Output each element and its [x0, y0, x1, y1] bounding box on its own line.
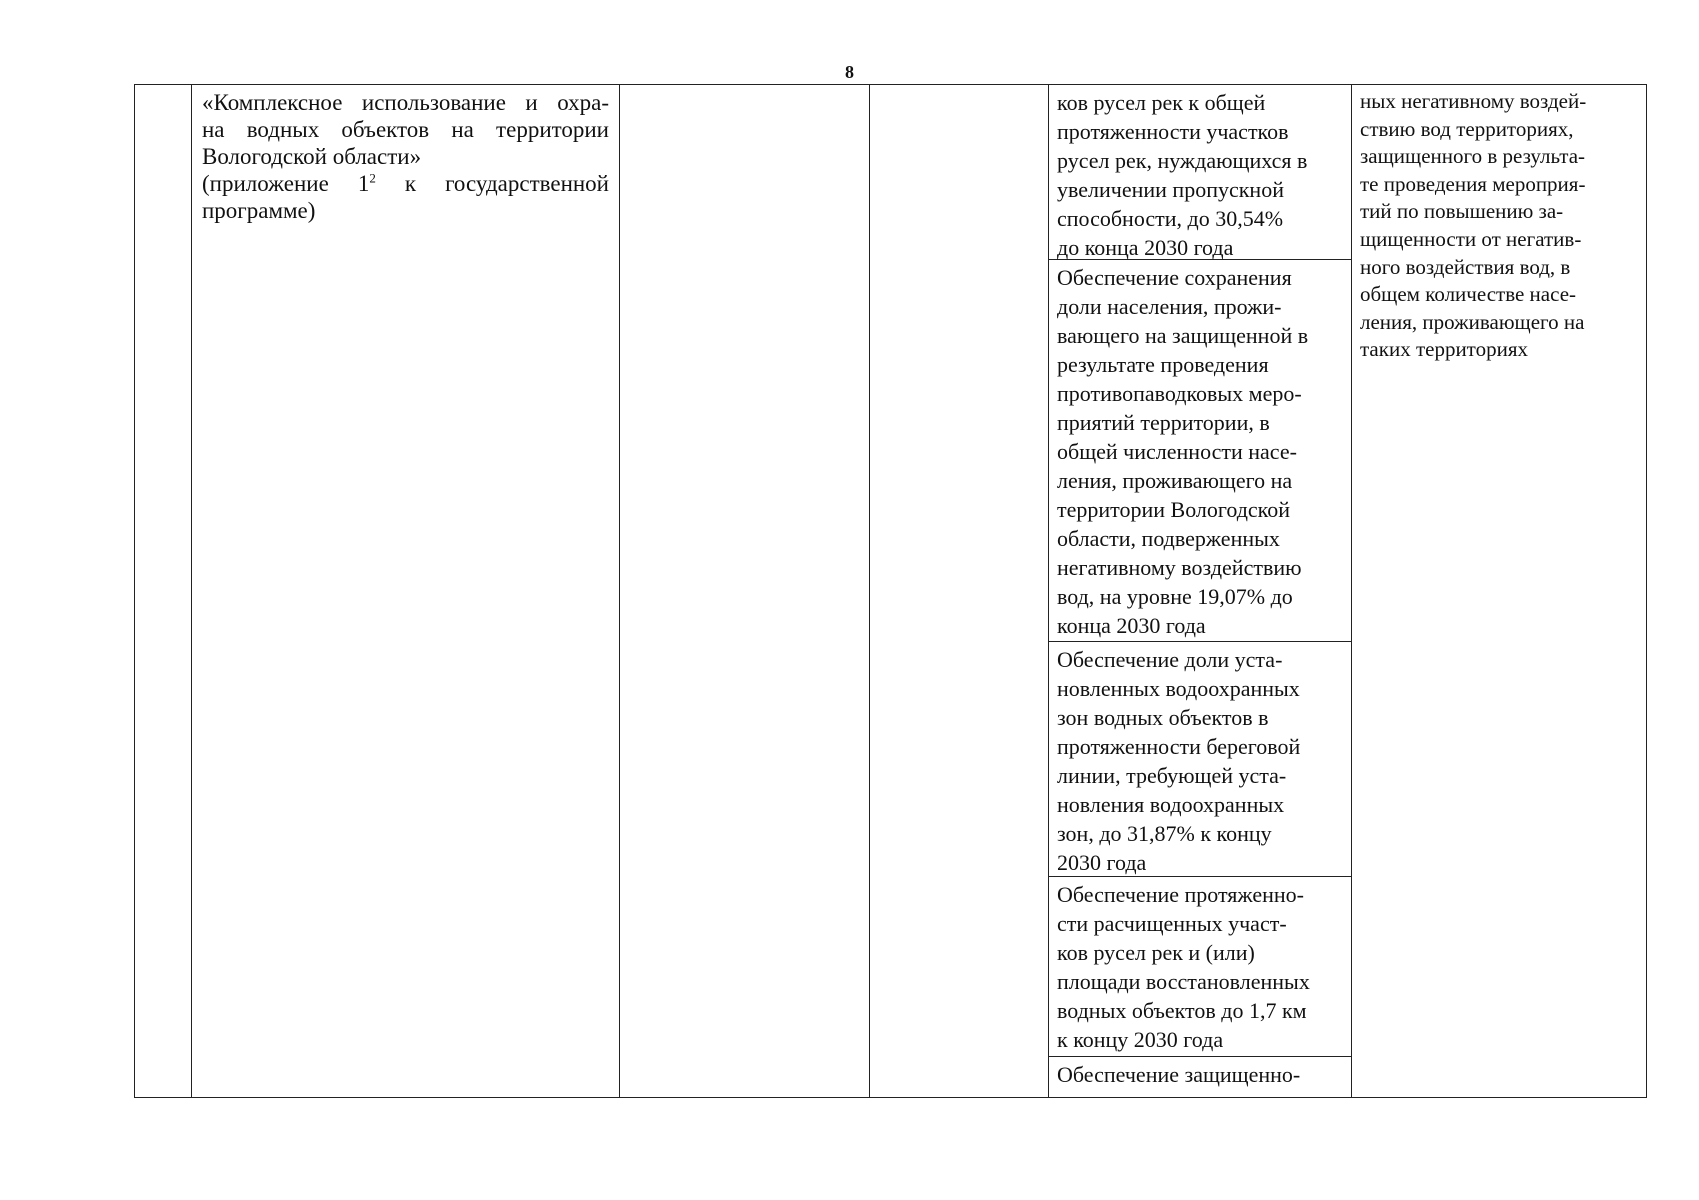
table-row — [135, 85, 1647, 1098]
program-line: Вологодской области» — [202, 144, 422, 169]
program-name-cell — [192, 85, 620, 1098]
program-line — [202, 170, 609, 197]
program-line-rest: к государственной — [404, 171, 609, 196]
empty-cell — [620, 85, 870, 1098]
indicator-item: Обеспечение протяженно- сти расчищенных участ- ков русел рек и (или) площади восстановленных водных объектов до 1,7 км к концу 2030 года — [1049, 877, 1351, 1057]
result-cell: ных негативному воздей- ствию вод территориях, защищенного в результа- те проведения мероприя- тий по повышению за- щищенности от негатив- ного воздействия вод, в общем количестве насе- ления, проживающего на таких территориях — [1352, 85, 1647, 1098]
indicator-item: Обеспечение защищенно- — [1057, 1062, 1301, 1087]
appendix-reference: (приложение $1^2$ — [202, 170, 376, 196]
empty-cell — [870, 85, 1049, 1098]
program-line: на водных объектов на территории — [202, 117, 609, 142]
program-line: программе) — [202, 198, 316, 223]
indicator-item: Обеспечение доли уста- новленных водоохранных зон водных объектов в протяженности береговой линии, требующей уста- новления водоохранных зон, до 31,87% к концу 2030 года — [1049, 642, 1351, 877]
number-cell — [135, 85, 192, 1098]
appendix-superscript: 2 — [369, 170, 376, 186]
page-number: 8 — [845, 62, 854, 82]
indicator-item: Обеспечение сохранения доли населения, прожи- вающего на защищенной в результате проведения противопаводковых меро- приятий территории, в общей численности насе- ления, проживающего на территории Вологодской области, подверженных негативному воздействию вод, на уровне 19,07% до конца 2030 года — [1049, 260, 1351, 642]
indicator-item: ков русел рек к общей протяженности участков русел рек, нуждающихся в увеличении пропускной способности, до 30,54% до конца 2030 года — [1049, 85, 1351, 260]
program-line: «Комплексное использование и охра- — [202, 90, 609, 115]
program-table — [134, 84, 1647, 1098]
indicators-cell — [1049, 85, 1352, 1098]
